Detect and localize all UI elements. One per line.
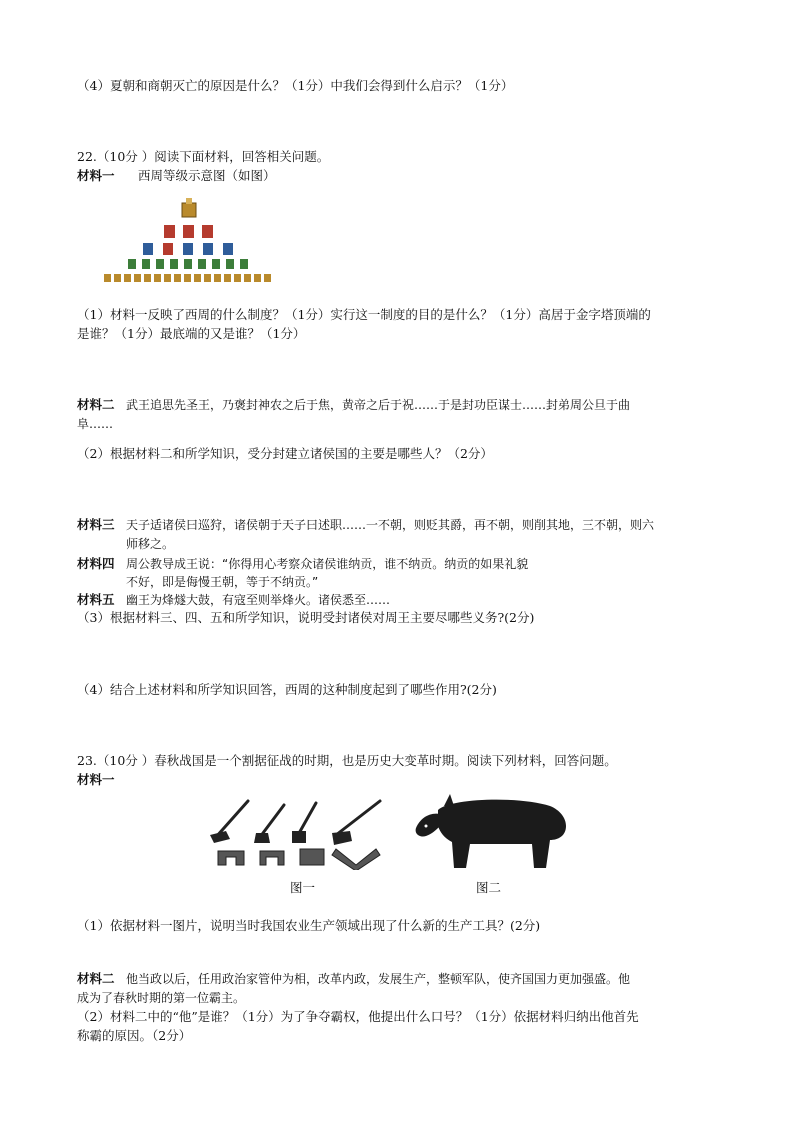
q23-header: 23.（10分 ）春秋战国是一个割据征战的时期，也是历史大变革时期。阅读下列材料，回答问题。 — [77, 753, 617, 768]
q21-part4: （4）夏朝和商朝灭亡的原因是什么？（1分）中我们会得到什么启示？（1分） — [77, 78, 514, 93]
q23-part1: （1）依据材料一图片，说明当时我国农业生产领域出现了什么新的生产工具？(2分) — [77, 918, 541, 933]
q22-part3: （3）根据材料三、四、五和所学知识，说明受封诸侯对周王主要尽哪些义务?(2分) — [77, 610, 535, 625]
q22-material1-text: 西周等级示意图（如图） — [138, 168, 276, 183]
q22-material1-label: 材料一 — [77, 168, 115, 183]
q23-part2-line1: （2）材料二中的“他”是谁？（1分）为了争夺霸权，他提出什么口号？（1分）依据材料归纳出他首先 — [77, 1009, 639, 1024]
q23-material2-label: 材料二 — [77, 971, 115, 986]
western-zhou-hierarchy-pyramid — [100, 195, 280, 290]
q22-part4: （4）结合上述材料和所学知识回答，西周的这种制度起到了哪些作用?(2分) — [77, 682, 497, 697]
q22-part2: （2）根据材料二和所学知识，受分封建立诸侯国的主要是哪些人？（2分） — [77, 446, 493, 461]
pyramid-row-shi — [128, 259, 248, 269]
q22-material5-label: 材料五 — [77, 592, 115, 607]
q22-material3-label: 材料三 — [77, 517, 115, 532]
pyramid-row-officials — [143, 243, 233, 255]
q22-material2-label: 材料二 — [77, 397, 115, 412]
q22-material4-label: 材料四 — [77, 556, 115, 571]
figure2-caption: 图二 — [476, 880, 502, 895]
q22-material3-line1: 天子适诸侯曰巡狩，诸侯朝于天子曰述职……一不朝，则贬其爵，再不朝，则削其地，三不朝，则六 — [126, 518, 655, 532]
q22-material2-line2: 阜…… — [77, 417, 114, 431]
q22-material4-line1: 周公教导成王说：“你得用心考察众诸侯谁纳贡，谁不纳贡。纳贡的如果礼貌 — [126, 557, 529, 571]
q22-header: 22.（10分 ）阅读下面材料，回答相关问题。 — [77, 149, 330, 164]
q22-part1-line1: （1）材料一反映了西周的什么制度？（1分）实行这一制度的目的是什么？（1分）高居于金字塔顶端的 — [77, 307, 651, 322]
q22-material5-text: 幽王为烽燧大鼓，有寇至则举烽火。诸侯悉至…… — [126, 593, 391, 607]
q22-part1-line2: 是谁？（1分）最底端的又是谁？（1分） — [77, 326, 306, 341]
q22-material4-line2: 不好，即是侮慢王朝，等于不纳贡。” — [126, 575, 319, 589]
q22-material2-line1: 武王追思先圣王，乃褒封神农之后于焦，黄帝之后于祝……于是封功臣谋士……封弟周公旦于曲 — [126, 398, 631, 412]
q23-material1-label: 材料一 — [77, 772, 115, 787]
pyramid-row-commoners — [104, 274, 271, 282]
q23-material2-line2: 成为了春秋时期的第一位霸主。 — [77, 991, 246, 1005]
q22-material3-line2: 师移之。 — [126, 537, 175, 551]
pyramid-row-nobles — [164, 225, 213, 238]
ox-bronze-vessel-image — [410, 792, 580, 870]
iron-farm-tools-image — [208, 795, 398, 870]
q23-part2-line2: 称霸的原因。（2分） — [77, 1028, 192, 1043]
pyramid-top-king — [182, 198, 196, 217]
figure1-caption: 图一 — [290, 880, 316, 895]
q23-material2-line1: 他当政以后，任用政治家管仲为相，改革内政，发展生产，整顿军队，使齐国国力更加强盛。他 — [126, 972, 631, 986]
